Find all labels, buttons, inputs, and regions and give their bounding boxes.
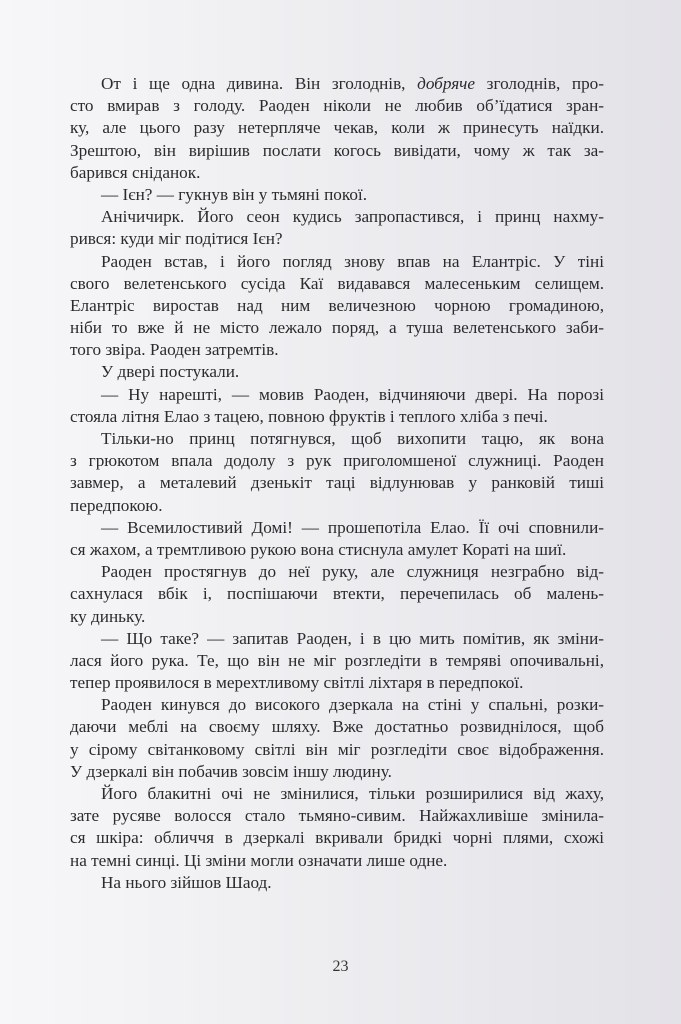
paragraph: [70, 251, 604, 362]
paragraph: [70, 361, 604, 383]
body-text: [70, 73, 604, 894]
text-line: лася його рука. Те, що він не міг розгледіти в темряві опочивальні,: [70, 650, 604, 670]
paragraph: [70, 628, 604, 695]
paragraph: [70, 561, 604, 628]
text-run: зголоднів, про-: [475, 74, 604, 93]
text-line: рився: куди міг подітися Ієн?: [70, 229, 283, 249]
text-line: ся шкіра: обличчя в дзеркалі вкривали бридкі чорні плями, схожі: [70, 828, 604, 848]
text-line: Анічичирк. Його сеон кудись запропастився, і принц нахму-: [101, 207, 604, 227]
paragraph: [70, 184, 604, 206]
text-line: передпокою.: [70, 495, 163, 515]
paragraph: [70, 783, 604, 872]
text-line: — Всемилостивий Домі! — прошепотіла Елао. Її очі сповнили-: [101, 517, 604, 537]
text-line: Зрештою, він вирішив послати когось вивідати, чому ж так за-: [70, 140, 604, 160]
text-line: ніби то вже й не місто лежало поряд, а туша велетенського заби-: [70, 318, 604, 338]
text-line: на темні синці. Ці зміни могли означати лише одне.: [70, 850, 448, 870]
text-line: ку, але цього разу нетерпляче чекав, коли ж принесуть наїдки.: [70, 118, 604, 138]
text-line: барився сніданок.: [70, 162, 201, 182]
text-line: тепер проявилося в мерехтливому світлі ліхтаря в передпокої.: [70, 673, 524, 693]
text-line: сто вмирав з голоду. Раоден ніколи не любив об’їдатися зран-: [70, 96, 604, 116]
text-line: На нього зійшов Шаод.: [101, 872, 272, 892]
text-line: У двері постукали.: [101, 362, 240, 382]
text-line: [70, 73, 604, 95]
text-line: Раоден кинувся до високого дзеркала на стіні у спальні, розки-: [101, 695, 604, 715]
text-line: свого велетенського сусіда Каї видавався малесеньким селищем.: [70, 273, 604, 293]
text-line: — Ну нарешті, — мовив Раоден, відчиняючи двері. На порозі: [101, 384, 604, 404]
text-line: Раоден встав, і його погляд знову впав на Елантріс. У тіні: [101, 251, 604, 271]
emphasized-word: добряче: [417, 74, 476, 93]
text-line: даючи меблі на своєму шляху. Вже достатньо розвиднілося, щоб: [70, 717, 604, 737]
text-line: ку диньку.: [70, 606, 146, 626]
text-line: ся жахом, а тремтливою рукою вона стиснула амулет Кораті на шиї.: [70, 539, 567, 559]
paragraph: [70, 384, 604, 428]
page-number: 23: [332, 958, 349, 975]
text-line: Елантріс виростав над ним величезною чорною громадиною,: [70, 295, 604, 315]
paragraph: [70, 73, 604, 184]
paragraph: [70, 206, 604, 250]
text-line: — Що таке? — запитав Раоден, і в цю мить помітив, як зміни-: [101, 628, 604, 648]
text-line: стояла літня Елао з тацею, повною фруктів і теплого хліба з печі.: [70, 406, 548, 426]
text-line: — Ієн? — гукнув він у тьмяні покої.: [101, 184, 368, 204]
text-line: завмер, а металевий дзенькіт таці відлунював у ранковій тиші: [70, 473, 604, 493]
text-line: з грюкотом впала додолу з рук приголомшеної служниці. Раоден: [70, 451, 604, 471]
text-line: того звіра. Раоден затремтів.: [70, 340, 279, 360]
text-line: зате русяве волосся стало тьмяно-сивим. Найжахливіше змінила-: [70, 806, 604, 826]
paragraph: [70, 872, 604, 894]
paragraph: [70, 428, 604, 517]
paragraph: [70, 517, 604, 561]
text-line: Раоден простягнув до неї руку, але служниця незграбно від-: [101, 562, 604, 582]
paragraph: [70, 694, 604, 783]
text-run: От і ще одна дивина. Він зголоднів,: [101, 74, 418, 93]
text-line: сахнулася вбік і, поспішаючи втекти, перечепилась об малень-: [70, 584, 604, 604]
text-line: Тільки-но принц потягнувся, щоб вихопити тацю, як вона: [101, 429, 604, 448]
text-line: у сірому світанковому світлі він міг розгледіти своє відображення.: [70, 739, 604, 759]
text-line: Його блакитні очі не змінилися, тільки розширилися від жаху,: [101, 784, 604, 803]
text-line: У дзеркалі він побачив зовсім іншу людину.: [70, 761, 392, 781]
